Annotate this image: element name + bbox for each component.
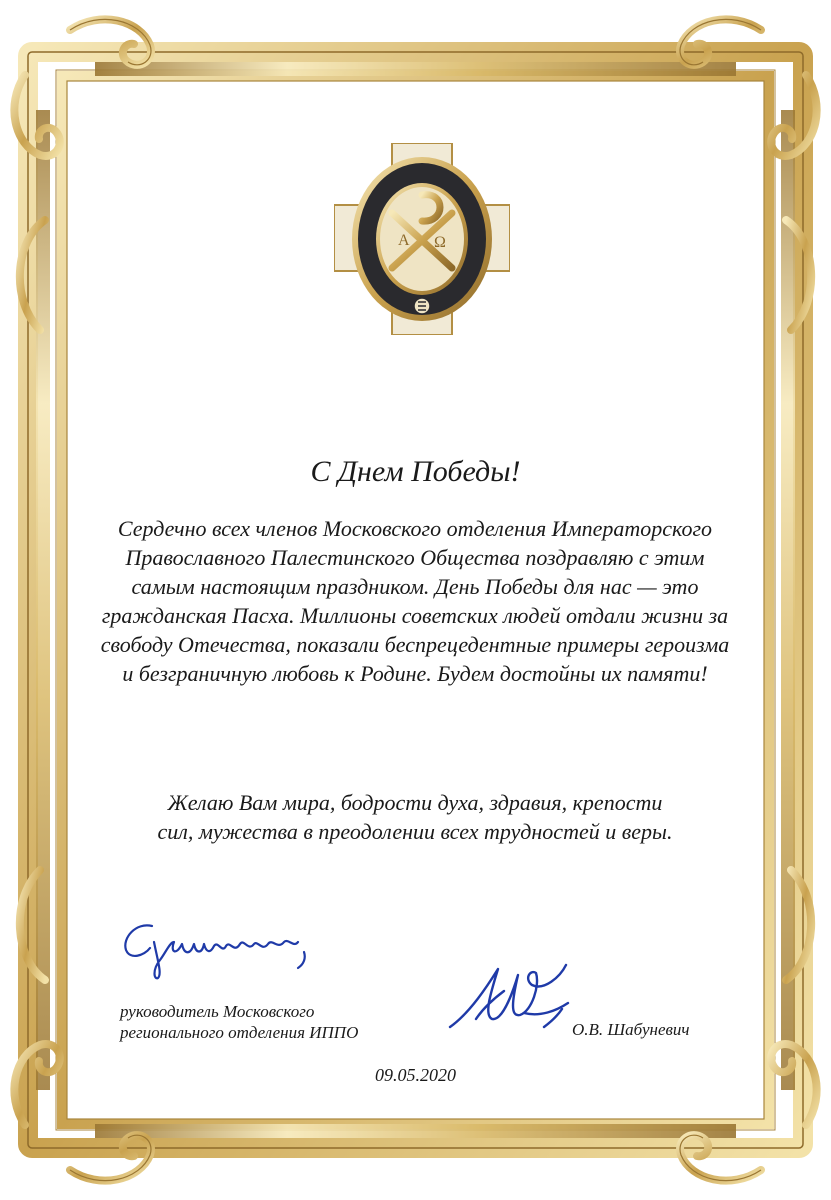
society-emblem-icon (334, 143, 510, 335)
signer-name: О.В. Шабуневич (572, 1020, 690, 1039)
position-line-2: регионального отделения ИППО (120, 1023, 359, 1042)
alpha-letter: А (398, 232, 410, 249)
wishes-line-2: сил, мужества в преодолении всех трудностей и веры. (157, 819, 673, 844)
handwritten-closing (118, 912, 338, 982)
handwritten-signature (440, 955, 580, 1040)
letter-paragraph-wishes (100, 788, 730, 846)
letter-title: С Днем Победы! (310, 455, 521, 488)
signer-position (120, 1001, 358, 1043)
letter-date: 09.05.2020 (375, 1065, 456, 1085)
omega-letter: Ω (434, 234, 446, 251)
position-line-1: руководитель Московского (120, 1002, 315, 1021)
wishes-line-1: Желаю Вам мира, бодрости духа, здравия, крепости (167, 790, 663, 815)
letter-paragraph-main: Сердечно всех членов Московского отделения Императорского Православного Палестинского Общества поздравляю с этим самым настоящим праздником. День Победы для нас — это гражданская Пасха. Миллионы советских людей отдали жизни за свободу Отечества, показали беспрецедентные примеры героизма и безграничную любовь к Родине. Будем достойны их памяти! (100, 516, 730, 686)
